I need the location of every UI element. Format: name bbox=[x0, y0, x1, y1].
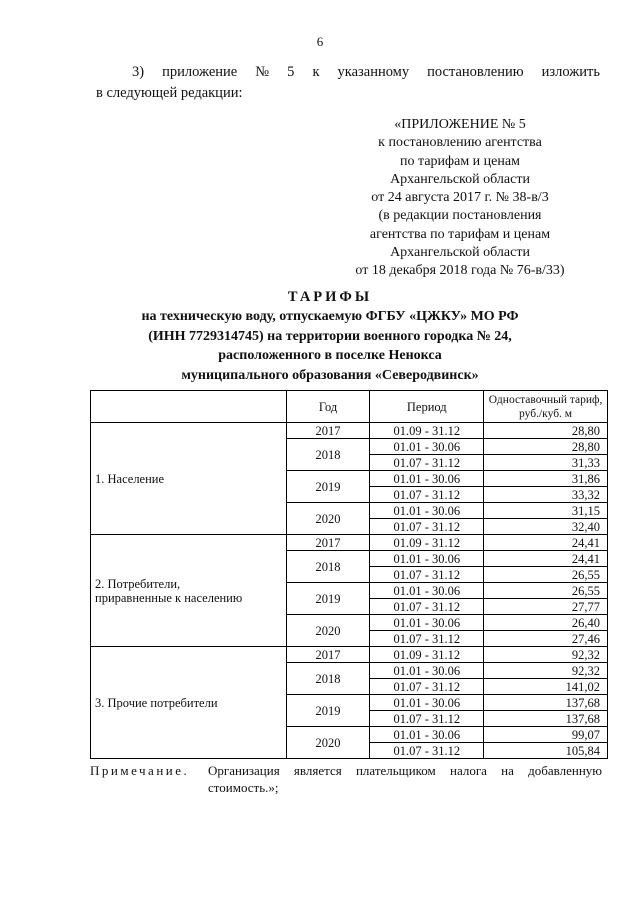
table-row bbox=[91, 535, 608, 551]
rate-cell: 141,02 bbox=[484, 679, 608, 695]
document-title bbox=[120, 287, 540, 385]
group-label: 2. Потребители, приравненные к населению bbox=[91, 535, 287, 647]
note-label: Примечание. bbox=[90, 763, 190, 778]
header-rate: Одноставочный тариф, руб./куб. м bbox=[484, 391, 608, 423]
rate-cell: 27,46 bbox=[484, 631, 608, 647]
header-category bbox=[91, 391, 287, 423]
table-header-row bbox=[91, 391, 608, 423]
intro-word: постановлению bbox=[427, 64, 524, 80]
appendix-line: Архангельской области bbox=[390, 245, 530, 261]
intro-word: 3) bbox=[132, 64, 145, 80]
period-cell: 01.07 - 31.12 bbox=[370, 679, 484, 695]
rate-cell: 31,33 bbox=[484, 455, 608, 471]
appendix-line: от 18 декабря 2018 года № 76-в/33) bbox=[355, 263, 565, 279]
appendix-line: по тарифам и ценам bbox=[400, 153, 520, 169]
tariff-table bbox=[90, 390, 608, 759]
title-line: на техническую воду, отпускаемую ФГБУ «ЦЖКУ» МО РФ bbox=[141, 309, 519, 324]
intro-line-2: в следующей редакции: bbox=[96, 85, 243, 101]
header-period: Период bbox=[370, 391, 484, 423]
group-label: 3. Прочие потребители bbox=[91, 647, 287, 759]
period-cell: 01.01 - 30.06 bbox=[370, 615, 484, 631]
year-cell: 2018 bbox=[286, 663, 370, 695]
rate-cell: 24,41 bbox=[484, 551, 608, 567]
rate-cell: 28,80 bbox=[484, 439, 608, 455]
rate-cell: 99,07 bbox=[484, 727, 608, 743]
year-cell: 2017 bbox=[286, 647, 370, 663]
note-text: Организация является плательщиком налога на добавленную стоимость.»; bbox=[208, 763, 602, 795]
intro-word: изложить bbox=[541, 64, 600, 80]
period-cell: 01.09 - 31.12 bbox=[370, 423, 484, 439]
intro-word: указанному bbox=[337, 64, 410, 80]
rate-cell: 26,55 bbox=[484, 583, 608, 599]
period-cell: 01.01 - 30.06 bbox=[370, 663, 484, 679]
year-cell: 2018 bbox=[286, 439, 370, 471]
period-cell: 01.07 - 31.12 bbox=[370, 631, 484, 647]
rate-cell: 31,86 bbox=[484, 471, 608, 487]
year-cell: 2020 bbox=[286, 615, 370, 647]
year-cell: 2018 bbox=[286, 551, 370, 583]
table-row bbox=[91, 647, 608, 663]
intro-word: к bbox=[312, 64, 320, 80]
rate-cell: 24,41 bbox=[484, 535, 608, 551]
year-cell: 2019 bbox=[286, 583, 370, 615]
appendix-line: к постановлению агентства bbox=[378, 135, 542, 151]
year-cell: 2019 bbox=[286, 695, 370, 727]
period-cell: 01.07 - 31.12 bbox=[370, 455, 484, 471]
intro-word: № bbox=[255, 64, 270, 80]
intro-word: приложение bbox=[162, 64, 238, 80]
appendix-line: «ПРИЛОЖЕНИЕ № 5 bbox=[394, 117, 526, 132]
title-line: муниципального образования «Северодвинск» bbox=[181, 367, 479, 383]
period-cell: 01.01 - 30.06 bbox=[370, 471, 484, 487]
header-year: Год bbox=[286, 391, 370, 423]
rate-cell: 31,15 bbox=[484, 503, 608, 519]
period-cell: 01.07 - 31.12 bbox=[370, 711, 484, 727]
intro-word: 5 bbox=[287, 64, 295, 80]
appendix-line: (в редакции постановления bbox=[378, 208, 542, 224]
appendix-line: от 24 августа 2017 г. № 38-в/3 bbox=[371, 190, 549, 206]
year-cell: 2020 bbox=[286, 727, 370, 759]
period-cell: 01.07 - 31.12 bbox=[370, 567, 484, 583]
period-cell: 01.01 - 30.06 bbox=[370, 503, 484, 519]
title-line: (ИНН 7729314745) на территории военного городка № 24, bbox=[148, 328, 512, 344]
title-main: ТАРИФЫ bbox=[287, 289, 373, 305]
year-cell: 2017 bbox=[286, 423, 370, 439]
rate-cell: 26,55 bbox=[484, 567, 608, 583]
intro-line-1 bbox=[96, 62, 600, 83]
title-line: расположенного в поселке Ненокса bbox=[218, 348, 442, 364]
rate-cell: 92,32 bbox=[484, 647, 608, 663]
period-cell: 01.01 - 30.06 bbox=[370, 439, 484, 455]
period-cell: 01.01 - 30.06 bbox=[370, 551, 484, 567]
rate-cell: 32,40 bbox=[484, 519, 608, 535]
period-cell: 01.07 - 31.12 bbox=[370, 743, 484, 759]
period-cell: 01.07 - 31.12 bbox=[370, 599, 484, 615]
rate-cell: 92,32 bbox=[484, 663, 608, 679]
rate-cell: 27,77 bbox=[484, 599, 608, 615]
appendix-header bbox=[330, 116, 590, 281]
period-cell: 01.09 - 31.12 bbox=[370, 535, 484, 551]
group-label: 1. Население bbox=[91, 423, 287, 535]
page-number: 6 bbox=[316, 34, 324, 49]
rate-cell: 105,84 bbox=[484, 743, 608, 759]
period-cell: 01.07 - 31.12 bbox=[370, 519, 484, 535]
period-cell: 01.09 - 31.12 bbox=[370, 647, 484, 663]
rate-cell: 33,32 bbox=[484, 487, 608, 503]
rate-cell: 137,68 bbox=[484, 711, 608, 727]
intro-paragraph bbox=[96, 62, 600, 104]
rate-cell: 26,40 bbox=[484, 615, 608, 631]
period-cell: 01.01 - 30.06 bbox=[370, 695, 484, 711]
year-cell: 2017 bbox=[286, 535, 370, 551]
appendix-line: агентства по тарифам и ценам bbox=[369, 226, 551, 242]
year-cell: 2020 bbox=[286, 503, 370, 535]
appendix-line: Архангельской области bbox=[390, 171, 530, 187]
rate-cell: 137,68 bbox=[484, 695, 608, 711]
table-row bbox=[91, 423, 608, 439]
table-body bbox=[91, 423, 608, 759]
rate-cell: 28,80 bbox=[484, 423, 608, 439]
year-cell: 2019 bbox=[286, 471, 370, 503]
period-cell: 01.01 - 30.06 bbox=[370, 727, 484, 743]
period-cell: 01.01 - 30.06 bbox=[370, 583, 484, 599]
note bbox=[90, 762, 602, 796]
period-cell: 01.07 - 31.12 bbox=[370, 487, 484, 503]
